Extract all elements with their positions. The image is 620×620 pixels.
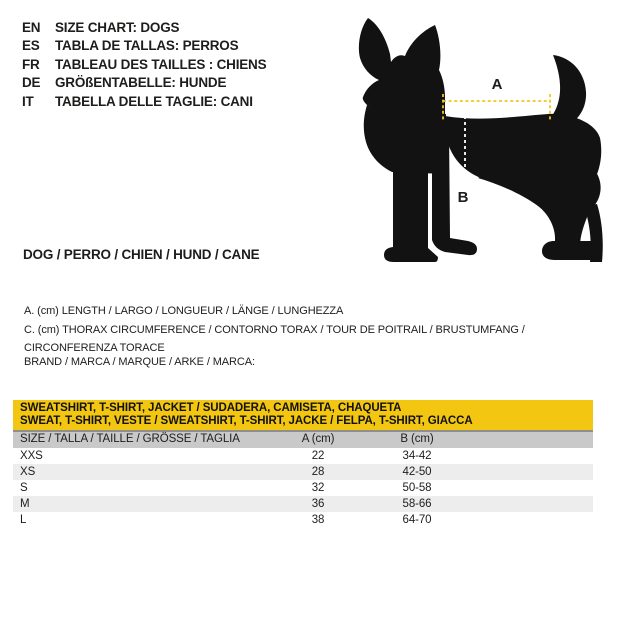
language-title-list: [22, 19, 266, 111]
column-header-b: B (cm): [400, 433, 434, 445]
list-item: [22, 93, 266, 111]
list-item: [22, 19, 266, 37]
list-item: [22, 74, 266, 92]
garment-type-line-2: SWEAT, T-SHIRT, VESTE / SWEATSHIRT, T-SHIRT, JACKE / FELPA, T-SHIRT, GIACCA: [20, 415, 473, 427]
length-measure-a: [443, 76, 550, 120]
dog-measurement-diagram: [350, 10, 620, 270]
animal-caption: DOG / PERRO / CHIEN / HUND / CANE: [23, 247, 260, 262]
dog-silhouette: [359, 18, 603, 262]
garment-type-banner: [13, 400, 593, 430]
measurement-legend: [24, 302, 620, 358]
list-item: [22, 56, 266, 74]
legend-line-a: A. (cm) LENGTH / LARGO / LONGUEUR / LÄNGE / LUNGHEZZA: [24, 305, 344, 317]
cell-size: XXS: [20, 450, 43, 462]
measure-label-a: A: [491, 76, 503, 93]
size-table: [13, 400, 593, 528]
cell-b: 58-66: [402, 498, 432, 510]
cell-b: 64-70: [402, 514, 432, 526]
table-row: [13, 448, 593, 464]
table-row: [13, 464, 593, 480]
language-code: DE: [22, 75, 41, 91]
cell-size: L: [20, 514, 27, 526]
language-title: TABELLA DELLE TAGLIE: CANI: [55, 93, 253, 109]
cell-b: 50-58: [402, 482, 432, 494]
table-row: [13, 480, 593, 496]
cell-a: 28: [311, 466, 325, 478]
cell-size: M: [20, 498, 30, 510]
cell-size: S: [20, 482, 28, 494]
language-title: TABLA DE TALLAS: PERROS: [55, 38, 239, 54]
table-row: [13, 512, 593, 528]
language-code: ES: [22, 38, 40, 54]
measure-label-b: B: [457, 189, 469, 206]
garment-type-line-1: SWEATSHIRT, T-SHIRT, JACKET / SUDADERA, CAMISETA, CHAQUETA: [20, 402, 402, 414]
language-title: GRÖßENTABELLE: HUNDE: [55, 75, 227, 91]
language-title: SIZE CHART: DOGS: [55, 20, 180, 35]
cell-a: 38: [311, 514, 325, 526]
language-code: IT: [22, 93, 34, 109]
table-row: [13, 496, 593, 512]
column-header-size: SIZE / TALLA / TAILLE / GRÖSSE / TAGLIA: [20, 433, 240, 445]
cell-size: XS: [20, 466, 36, 478]
cell-b: 34-42: [402, 450, 432, 462]
cell-a: 36: [311, 498, 325, 510]
legend-line-c: C. (cm) THORAX CIRCUMFERENCE / CONTORNO TORAX / TOUR DE POITRAIL / BRUSTUMFANG / CIRCONFERENZA TORACE: [24, 323, 525, 354]
language-code: EN: [22, 20, 41, 35]
cell-a: 22: [311, 450, 325, 462]
language-code: FR: [22, 56, 40, 72]
brand-line: BRAND / MARCA / MARQUE / ARKE / MARCA:: [24, 356, 255, 368]
cell-a: 32: [311, 482, 325, 494]
table-header-row: [13, 430, 593, 448]
cell-b: 42-50: [402, 466, 432, 478]
list-item: [22, 37, 266, 55]
column-header-a: A (cm): [301, 433, 335, 445]
language-title: TABLEAU DES TAILLES : CHIENS: [55, 56, 267, 72]
